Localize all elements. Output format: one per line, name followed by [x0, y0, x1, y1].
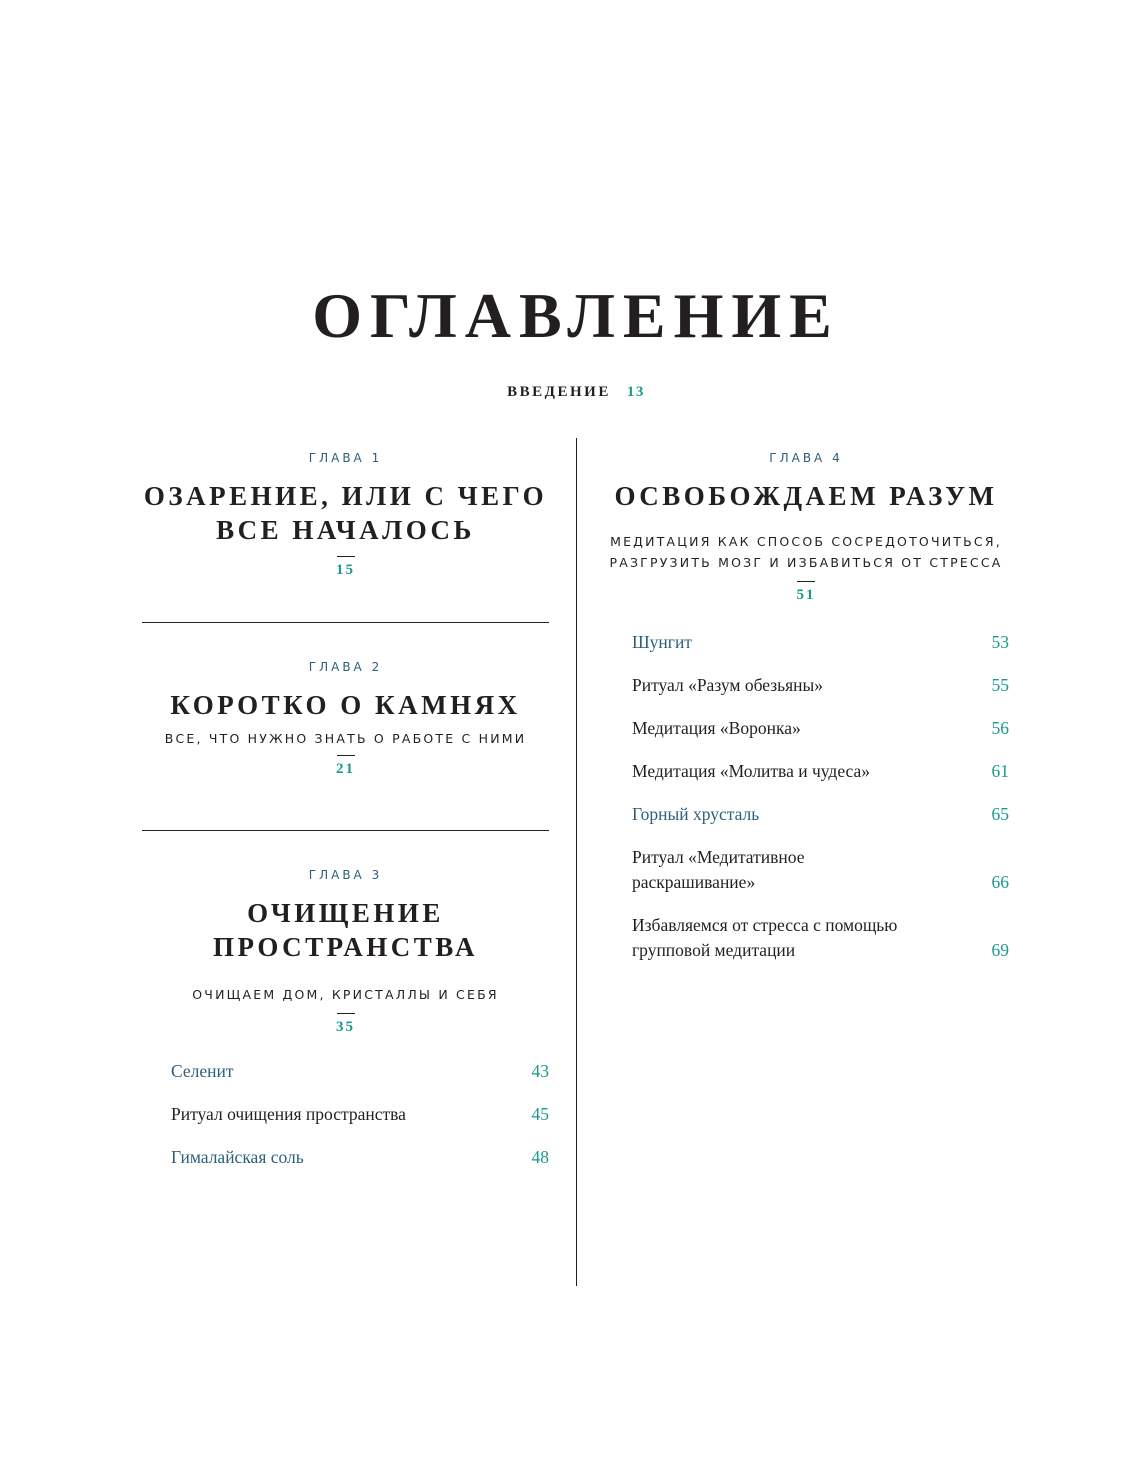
toc-entry-page: 45	[531, 1104, 549, 1124]
chapter-3-subtitle	[142, 984, 549, 1005]
chapter-2-page-number: 21	[336, 761, 355, 777]
chapter-3-entries	[171, 1059, 549, 1170]
toc-entry-title	[632, 913, 942, 963]
column-divider	[576, 438, 577, 1286]
toc-entry-title-line: раскрашивание»	[632, 872, 756, 892]
chapter-3-page-number: 35	[336, 1019, 355, 1035]
toc-entry[interactable]	[632, 673, 1009, 698]
section-divider-1	[142, 622, 549, 623]
toc-entry-title	[632, 845, 942, 895]
chapter-3-title[interactable]	[142, 896, 549, 964]
toc-entry-title-line: Избавляемся от стресса с помощью	[632, 915, 898, 935]
toc-entry-page: 48	[531, 1147, 549, 1167]
toc-entry[interactable]	[171, 1102, 549, 1127]
toc-entry[interactable]	[171, 1059, 549, 1084]
toc-entry-title: Ритуал «Разум обезьяны»	[632, 675, 824, 695]
chapter-1-title[interactable]	[142, 479, 549, 547]
chapter-2-title-line: КОРОТКО О КАМНЯХ	[170, 690, 521, 720]
chapter-4-page-number: 51	[796, 587, 816, 603]
chapter-4-subtitle-line: РАЗГРУЗИТЬ МОЗГ И ИЗБАВИТЬСЯ ОТ СТРЕССА	[609, 555, 1003, 570]
chapter-1-title-line: ВСЕ НАЧАЛОСЬ	[216, 515, 475, 545]
toc-entry-title: Шунгит	[632, 632, 692, 652]
intro-label: ВВЕДЕНИЕ	[507, 384, 611, 400]
intro-line[interactable]	[0, 382, 1123, 402]
toc-entry[interactable]	[632, 845, 1009, 895]
toc-entry-title: Медитация «Молитва и чудеса»	[632, 761, 871, 781]
chapter-3-subtitle-line: ОЧИЩАЕМ ДОМ, КРИСТАЛЛЫ И СЕБЯ	[192, 987, 499, 1002]
chapter-3-title-line: ОЧИЩЕНИЕ	[247, 898, 444, 928]
toc-entry-title: Селенит	[171, 1061, 234, 1081]
toc-entry-page: 55	[991, 675, 1009, 695]
chapter-2-label: ГЛАВА 2	[308, 660, 383, 674]
toc-entry-title: Горный хрусталь	[632, 804, 760, 824]
toc-entry[interactable]	[632, 802, 1009, 827]
intro-page-number: 13	[626, 384, 645, 400]
chapter-4-title-line: ОСВОБОЖДАЕМ РАЗУМ	[614, 481, 998, 511]
toc-entry[interactable]	[632, 716, 1009, 741]
toc-entry[interactable]	[171, 1145, 549, 1170]
chapter-2-section	[142, 658, 549, 779]
section-divider-2	[142, 830, 549, 831]
toc-entry-page: 56	[991, 718, 1009, 738]
chapter-4-subtitle-line: МЕДИТАЦИЯ КАК СПОСОБ СОСРЕДОТОЧИТЬСЯ,	[610, 534, 1002, 549]
chapter-4-section	[603, 449, 1009, 605]
toc-entry-page: 61	[991, 761, 1009, 781]
title-dash	[337, 1013, 355, 1014]
chapter-4-entries	[632, 630, 1009, 963]
title-dash	[797, 581, 815, 582]
chapter-1-section	[142, 449, 549, 580]
toc-entry-title: Гималайская соль	[171, 1147, 304, 1167]
chapter-4-subtitle	[603, 531, 1009, 573]
toc-entry-page: 66	[991, 872, 1009, 892]
toc-entry-title: Медитация «Воронка»	[632, 718, 801, 738]
chapter-3-section	[142, 866, 549, 1037]
chapter-3-label: ГЛАВА 3	[308, 868, 383, 882]
toc-entry[interactable]	[632, 759, 1009, 784]
chapter-2-title[interactable]	[142, 688, 549, 722]
toc-entry-page: 65	[991, 804, 1009, 824]
toc-entry-title-line: групповой медитации	[632, 940, 796, 960]
chapter-1-title-line: ОЗАРЕНИЕ, ИЛИ С ЧЕГО	[143, 481, 548, 511]
toc-entry[interactable]	[632, 630, 1009, 655]
chapter-4-label: ГЛАВА 4	[769, 451, 843, 465]
chapter-1-page-number: 15	[336, 562, 355, 578]
toc-entry[interactable]	[632, 913, 1009, 963]
chapter-4-title[interactable]	[603, 479, 1009, 513]
chapter-3-title-line: ПРОСТРАНСТВА	[212, 932, 479, 962]
toc-entry-page: 43	[531, 1061, 549, 1081]
chapter-1-label: ГЛАВА 1	[308, 451, 383, 465]
chapter-2-subtitle-line: ВСЕ, ЧТО НУЖНО ЗНАТЬ О РАБОТЕ С НИМИ	[164, 731, 527, 746]
chapter-2-subtitle	[142, 728, 549, 749]
toc-entry-title-line: Ритуал «Медитативное	[632, 847, 805, 867]
title-dash	[337, 755, 355, 756]
toc-entry-page: 69	[991, 940, 1009, 960]
title-dash	[337, 556, 355, 557]
toc-entry-page: 53	[991, 632, 1009, 652]
page-title: ОГЛАВЛЕНИЕ	[312, 280, 840, 351]
toc-entry-title: Ритуал очищения пространства	[171, 1104, 406, 1124]
